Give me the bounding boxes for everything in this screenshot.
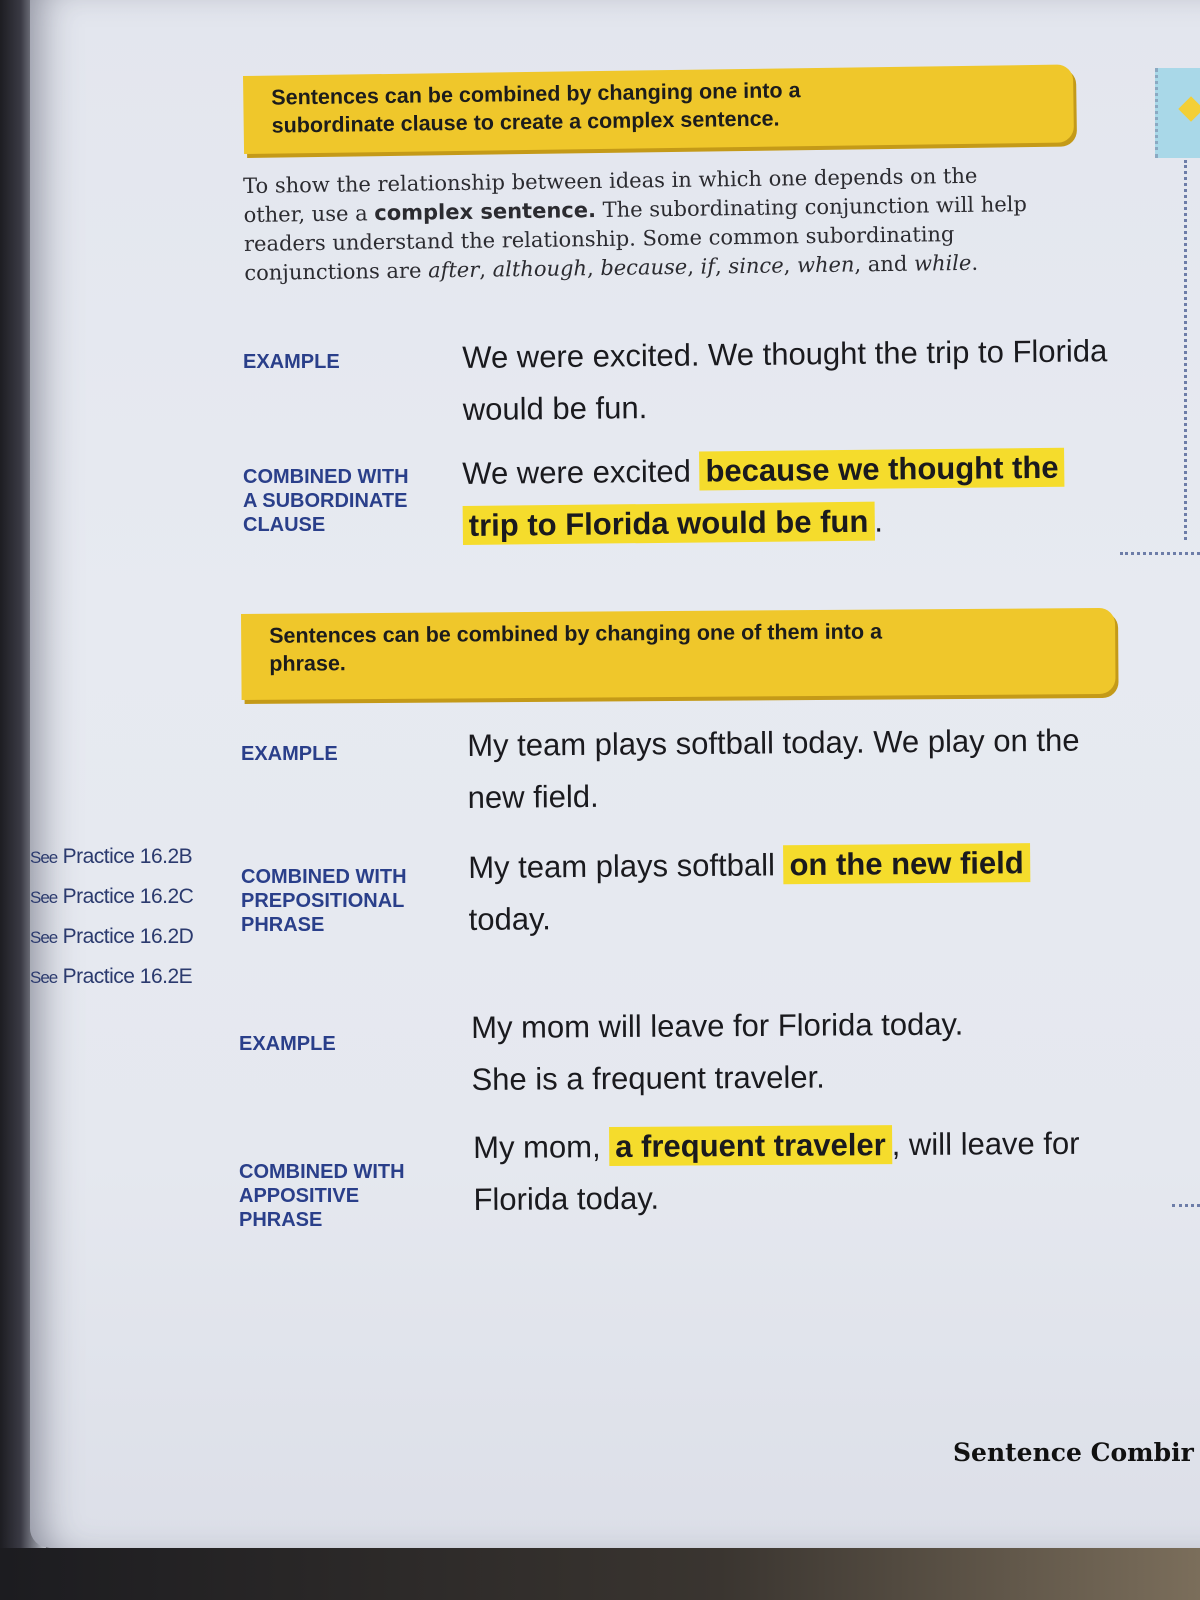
dotted-border bbox=[1172, 1204, 1200, 1207]
combined-label bbox=[239, 1160, 405, 1232]
background-surface bbox=[0, 1548, 1200, 1600]
highlighted-clause: because we thought the bbox=[699, 448, 1064, 491]
practice-link-16-2e[interactable] bbox=[30, 965, 192, 989]
example-label: EXAMPLE bbox=[239, 1033, 336, 1055]
example-text: We were excited. We thought the trip to Florida would be fun. bbox=[462, 333, 1108, 427]
rule-term: phrase. bbox=[269, 651, 346, 676]
page-footer-title: Sentence Combir bbox=[953, 1438, 1194, 1467]
conjunction: because bbox=[600, 254, 688, 281]
highlighted-phrase: on the new field bbox=[783, 843, 1030, 884]
practice-link-16-2b[interactable] bbox=[30, 845, 192, 869]
combined-label bbox=[241, 865, 407, 937]
example-text: My team plays softball today. We play on the new field. bbox=[467, 722, 1080, 815]
combined-plain: We were excited bbox=[462, 453, 700, 491]
combined-label-line: COMBINED WITH bbox=[243, 466, 409, 488]
rule-box-phrase bbox=[241, 608, 1116, 700]
combined-label-line: A SUBORDINATE bbox=[243, 490, 408, 512]
practice-link-16-2c[interactable] bbox=[30, 885, 193, 909]
combined-label-line: COMBINED WITH bbox=[239, 1161, 405, 1183]
practice-label: Practice 16.2C bbox=[62, 885, 194, 908]
see-text: See bbox=[30, 848, 58, 867]
practice-label: Practice 16.2B bbox=[62, 845, 193, 868]
conjunction: although bbox=[492, 256, 588, 282]
practice-link-16-2d[interactable] bbox=[30, 925, 193, 949]
combined-label-line: PHRASE bbox=[239, 1209, 323, 1231]
combined-label-line: PHRASE bbox=[241, 914, 325, 936]
rule-term: complex sentence. bbox=[586, 106, 780, 134]
dotted-border bbox=[1120, 552, 1200, 555]
combined-text bbox=[473, 1117, 1174, 1226]
example-label: EXAMPLE bbox=[243, 351, 340, 373]
combined-label-line: PREPOSITIONAL bbox=[241, 890, 405, 912]
intro-text: The subordinating conjunction will help readers understand the relationship. Some common subordinating conjunctions are bbox=[243, 192, 1028, 285]
practice-label: Practice 16.2D bbox=[62, 925, 194, 948]
combined-label-line: COMBINED WITH bbox=[241, 866, 407, 888]
combined-plain: Florida today. bbox=[473, 1180, 660, 1217]
see-text: See bbox=[30, 968, 58, 987]
example-line: My mom will leave for Florida today. bbox=[471, 1006, 964, 1045]
combined-plain: My mom, bbox=[473, 1129, 610, 1165]
conjunction: when bbox=[796, 252, 855, 278]
conjunction: if bbox=[700, 254, 716, 279]
combined-label-line: APPOSITIVE bbox=[239, 1185, 360, 1207]
highlighted-clause: trip to Florida would be fun bbox=[463, 502, 875, 545]
intro-text: To show the relationship between ideas in which one depends on the other, use a bbox=[243, 163, 978, 227]
conjunction: since bbox=[728, 253, 784, 279]
see-text: See bbox=[30, 928, 58, 947]
combined-plain: My team plays softball bbox=[468, 847, 784, 885]
rule-text: Sentences can be combined by changing one into a bbox=[271, 78, 801, 110]
combined-text bbox=[462, 441, 1163, 552]
rule-box-complex-sentence bbox=[243, 64, 1074, 154]
combined-plain: , will leave for bbox=[891, 1125, 1080, 1163]
see-text: See bbox=[30, 888, 58, 907]
dotted-border bbox=[1184, 160, 1187, 540]
example-label: EXAMPLE bbox=[241, 743, 338, 765]
combined-plain: today. bbox=[468, 901, 551, 937]
conjunction: while bbox=[913, 250, 972, 276]
example-text bbox=[471, 998, 1112, 1106]
conjunction: after bbox=[427, 257, 480, 283]
combined-text bbox=[468, 836, 1149, 946]
rule-text-prefix: subordinate clause to create a bbox=[271, 109, 588, 138]
intro-term: complex sentence. bbox=[374, 198, 597, 226]
example-line: She is a frequent traveler. bbox=[471, 1059, 825, 1097]
combined-punctuation: . bbox=[874, 503, 884, 539]
combined-label bbox=[243, 465, 409, 537]
intro-text: and bbox=[867, 251, 908, 277]
combined-label-line: CLAUSE bbox=[243, 514, 326, 536]
highlighted-phrase: a frequent traveler bbox=[609, 1125, 892, 1166]
intro-paragraph: To show the relationship between ideas in which one depends on the other, use a complex sentence. The subordinating conjunction will help readers understand the relationship. Some common subordinating conjunctions are after, although, because, if, since, when, and while. bbox=[243, 163, 1028, 285]
practice-label: Practice 16.2E bbox=[62, 965, 193, 988]
rule-text: Sentences can be combined by changing one of them into a bbox=[269, 619, 883, 648]
